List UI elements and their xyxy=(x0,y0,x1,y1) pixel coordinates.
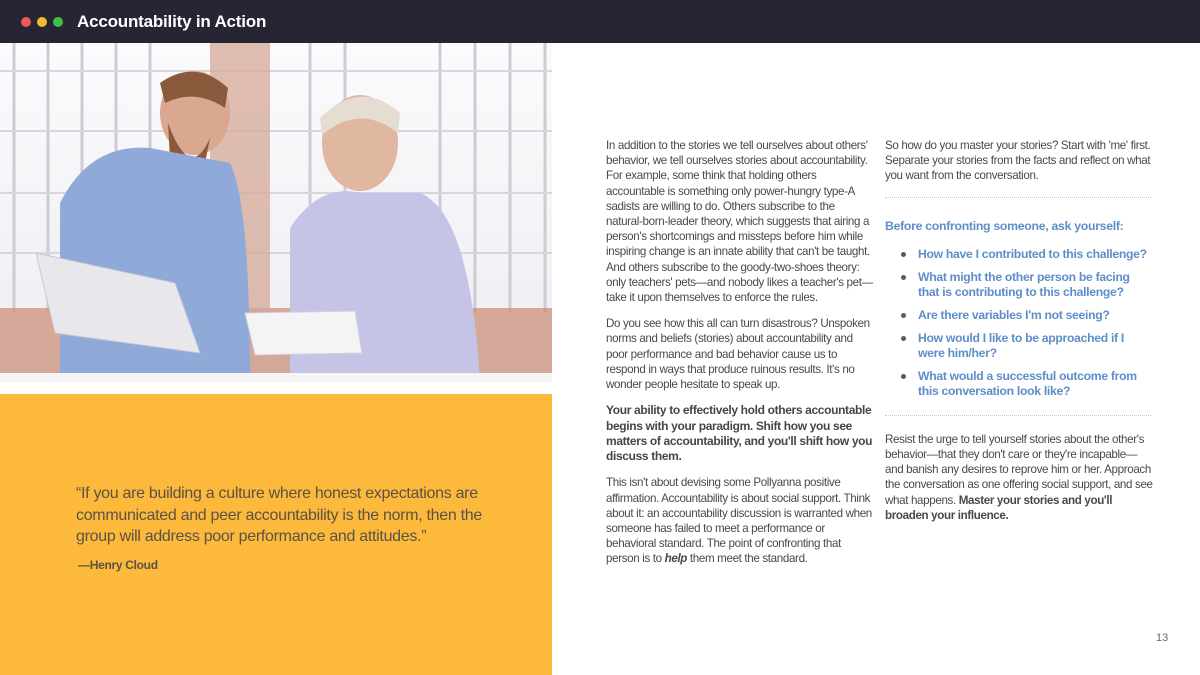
paragraph-paradigm-callout: Your ability to effectively hold others accountable begins with your paradigm. Shift how you see matters of accountability, and you'll shift how you discuss them. xyxy=(606,403,873,464)
paragraph-disastrous-norms: Do you see how this all can turn disastrous? Unspoken norms and beliefs (stories) about accountability and poor performance and bad behavior cause us to respond in ways that produce ruinous results. It's no wonder people hesitate to speak up. xyxy=(606,317,870,392)
quote-author: —Henry Cloud xyxy=(78,558,158,572)
paragraph-resist-urge xyxy=(885,432,1153,523)
list-item xyxy=(885,247,1153,262)
question-text: Are there variables I'm not seeing? xyxy=(918,307,1110,322)
bullet-icon xyxy=(901,313,906,318)
hero-photo-illustration xyxy=(0,43,552,382)
minimize-window-button[interactable] xyxy=(37,17,47,27)
closing-emphasis: Master your stories and you'll broaden your influence. xyxy=(885,493,1113,522)
list-item xyxy=(885,308,1153,323)
hero-photo xyxy=(0,43,552,382)
bullet-icon xyxy=(901,252,906,257)
question-list xyxy=(885,247,1153,399)
list-item xyxy=(885,331,1153,361)
list-item xyxy=(885,270,1153,300)
paragraph-social-support-end: them meet the standard. xyxy=(687,552,808,566)
page-number: 13 xyxy=(1156,632,1169,644)
body-column-right xyxy=(885,138,1153,534)
paragraph-master-stories: So how do you master your stories? Start with 'me' first. Separate your stories from the facts and reflect on what you want from the conversation. xyxy=(885,139,1151,183)
window-controls xyxy=(21,17,63,27)
list-item xyxy=(885,369,1153,399)
question-text: What might the other person be facing that is contributing to this challenge? xyxy=(918,269,1130,299)
ask-yourself-heading: Before confronting someone, ask yourself: xyxy=(885,218,1124,233)
bullet-icon xyxy=(901,336,906,341)
close-window-button[interactable] xyxy=(21,17,31,27)
question-text: What would a successful outcome from this conversation look like? xyxy=(918,368,1137,398)
paragraph-social-support-text: This isn't about devising some Pollyanna positive affirmation. Accountability is about social support. Think about it: an accountability discussion is warranted when someone has failed to meet a performance or behavioral standard. The point of confronting that person is to xyxy=(606,476,872,566)
window-titlebar xyxy=(0,0,1200,43)
window-title: Accountability in Action xyxy=(77,11,267,31)
paragraph-stories-about-accountability: In addition to the stories we tell ourselves about others' behavior, we tell ourselves stories about accountability. For example, some think that holding others accountable is something only power-hungry type-A sadists are willing to do. Others subscribe to the natural-born-leader theory, which suggests that airing a person's shortcomings and missteps before him while inspiring change is an innate ability that can't be taught. And others subscribe to the goody-two-shoes theory: only teachers' pets—and nobody likes a teacher's pet—take it upon themselves to enforce the rules. xyxy=(606,139,873,305)
bullet-icon xyxy=(901,374,906,379)
pull-quote: “If you are building a culture where honest expectations are communicated and peer accountability is the norm, then the group will address poor performance and attitudes.” xyxy=(76,485,482,545)
question-text: How would I like to be approached if I were him/her? xyxy=(918,330,1124,360)
bullet-icon xyxy=(901,275,906,280)
dotted-divider xyxy=(885,197,1151,198)
maximize-window-button[interactable] xyxy=(53,17,63,27)
dotted-divider xyxy=(885,415,1151,416)
emphasis-help: help xyxy=(664,552,688,566)
paragraph-resist-urge-text: Resist the urge to tell yourself stories about the other's behavior—that they don't care or they're incapable—and banish any desires to reprove him or her. Approach the conversation as one offering social support, and see what happens. xyxy=(885,432,1153,507)
question-text: How have I contributed to this challenge? xyxy=(918,246,1147,261)
quote-panel xyxy=(0,394,552,675)
paragraph-social-support xyxy=(606,475,874,566)
body-column-left xyxy=(606,138,874,578)
